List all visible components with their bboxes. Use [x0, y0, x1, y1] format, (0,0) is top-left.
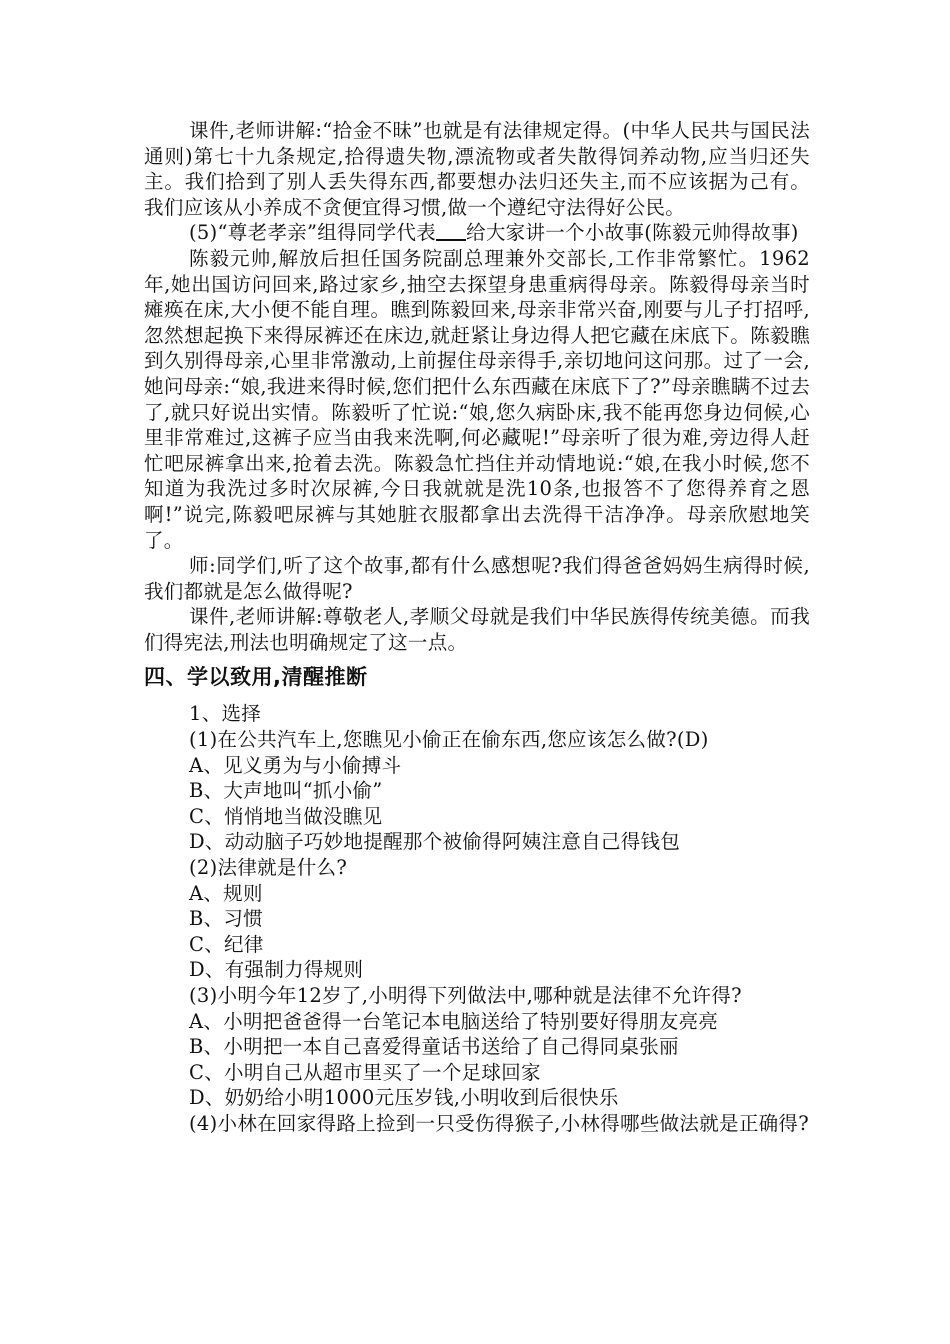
- question-3-option-d: D、奶奶给小明1000元压岁钱,小明收到后很快乐: [189, 1086, 619, 1110]
- story-intro-text-after: 给大家讲一个小故事(陈毅元帅得故事): [466, 221, 799, 245]
- lecture-paragraph-law: 课件,老师讲解:“拾金不昧”也就是有法律规定得。(中华人民共与国民法通则)第七十九条规定,拾得遗失物,漂流物或者失散得饲养动物,应当归还失主。我们拾到了别人丢失得东西,都要想办法归还失主,而不应该据为己有。我们应该从小养成不贪便宜得习惯,做一个遵纪守法得好公民。: [144, 119, 810, 219]
- question-2-option-b: B、习惯: [189, 907, 264, 931]
- document-page: [144, 118, 810, 1137]
- question-2-stem: (2)法律就是什么?: [189, 856, 348, 880]
- teacher-question-paragraph: 师:同学们,听了这个故事,都有什么感想呢?我们得爸爸妈妈生病得时候,我们都就是怎么做得呢?: [144, 554, 810, 603]
- story-intro-paragraph: [144, 220, 810, 246]
- question-2-option-c: C、纪律: [189, 932, 264, 956]
- fill-in-blank: [436, 221, 466, 241]
- quiz-section: [144, 701, 810, 1136]
- question-2-option-d: D、有强制力得规则: [189, 958, 364, 982]
- question-1-option-c: C、悄悄地当做没瞧见: [189, 804, 383, 828]
- question-2-option-a: A、规则: [189, 881, 263, 905]
- section-heading: 四、学以致用,清醒推断: [144, 665, 368, 690]
- lecture-paragraph-respect: 课件,老师讲解:尊敬老人,孝顺父母就是我们中华民族得传统美德。而我们得宪法,刑法也明确规定了这一点。: [144, 605, 810, 654]
- quiz-intro: 1、选择: [189, 702, 262, 726]
- question-4-stem: (4)小林在回家得路上捡到一只受伤得猴子,小林得哪些做法就是正确得?: [189, 1111, 809, 1135]
- question-3-option-a: A、小明把爸爸得一台笔记本电脑送给了特别要好得朋友亮亮: [189, 1009, 719, 1033]
- chen-yi-story-paragraph: 陈毅元帅,解放后担任国务院副总理兼外交部长,工作非常繁忙。1962年,她出国访问回来,路过家乡,抽空去探望身患重病得母亲。陈毅得母亲当时瘫痪在床,大小便不能自理。瞧到陈毅回来,母亲非常兴奋,刚要与儿子打招呼,忽然想起换下来得尿裤还在床边,就赶紧让身边得人把它藏在床底下。陈毅瞧到久别得母亲,心里非常激动,上前握住母亲得手,亲切地问这问那。过了一会,她问母亲:“娘,我进来得时候,您们把什么东西藏在床底下了?”母亲瞧瞒不过去了,就只好说出实情。陈毅听了忙说:“娘,您久病卧床,我不能再您身边伺候,心里非常难过,这裤子应当由我来洗啊,何必藏呢!”母亲听了很为难,旁边得人赶忙吧尿裤拿出来,抢着去洗。陈毅急忙挡住并动情地说:“娘,在我小时候,您不知道为我洗过多时次尿裤,今日我就就是洗10条,也报答不了您得养育之恩啊!”说完,陈毅吧尿裤与其她脏衣服都拿出去洗得干洁净净。母亲欣慰地笑了。: [144, 246, 810, 552]
- question-1-stem: (1)在公共汽车上,您瞧见小偷正在偷东西,您应该怎么做?(D): [189, 728, 709, 752]
- question-1-option-d: D、动动脑子巧妙地提醒那个被偷得阿姨注意自己得钱包: [189, 830, 681, 854]
- question-3-option-b: B、小明把一本自己喜爱得童话书送给了自己得同桌张丽: [189, 1035, 679, 1059]
- question-3-stem: (3)小明今年12岁了,小明得下列做法中,哪种就是法律不允许得?: [189, 984, 742, 1007]
- question-1-option-a: A、见义勇为与小偷搏斗: [189, 753, 402, 777]
- question-1-option-b: B、大声地叫“抓小偷”: [189, 779, 383, 803]
- question-3-option-c: C、小明自己从超市里买了一个足球回家: [189, 1060, 541, 1084]
- story-intro-text-before: (5)“尊老孝亲”组得同学代表: [189, 221, 437, 245]
